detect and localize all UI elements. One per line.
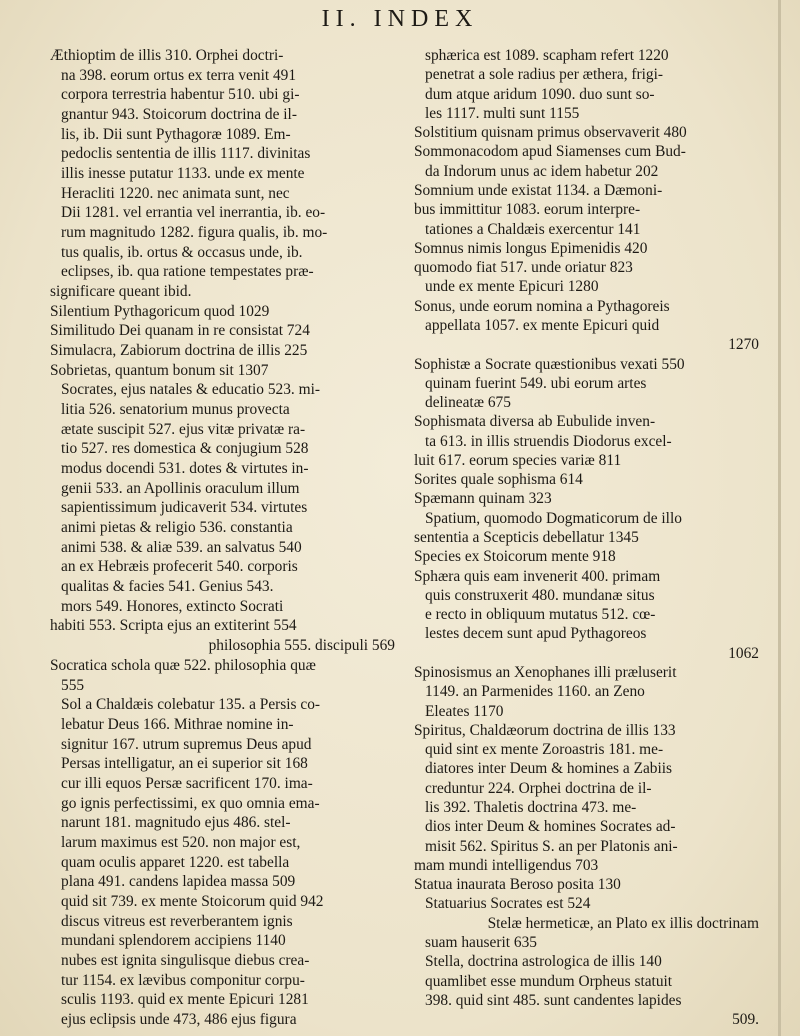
index-line: quam oculis apparet 1220. est tabella [61, 853, 290, 871]
index-line: sapientissimum judicaverit 534. virtutes [61, 499, 308, 517]
index-line: ejus eclipsis unde 473, 486 ejus figura [61, 1010, 297, 1028]
index-line: Æthioptim de illis 310. Orphei doctri- [50, 47, 284, 64]
index-line: discus vitreus est reverberantem ignis [61, 912, 293, 930]
index-line: plana 491. candens lapidea massa 509 [61, 873, 296, 891]
index-line: tur 1154. ex lævibus componitur corpu- [61, 971, 305, 989]
index-line: quamlibet esse mundum Orpheus statuit [425, 972, 673, 990]
index-line: Sobrietas, quantum bonum sit 1307 [50, 361, 269, 379]
index-line: e recto in obliquum mutatus 512. cœ- [425, 606, 656, 624]
index-line: Spiritus, Chaldæorum doctrina de illis 133 [414, 721, 676, 739]
index-line: Heracliti 1220. nec animata sunt, nec [61, 184, 290, 202]
index-line: Spinosismus an Xenophanes illi præluserit [414, 664, 677, 681]
index-line: significare queant ibid. [50, 283, 192, 301]
index-line: ta 613. in illis struendis Diodorus excel- [425, 432, 672, 450]
index-line: quid sit 739. ex mente Stoicorum quid 942 [61, 892, 324, 910]
index-line: mundani splendorem accipiens 1140 [61, 932, 286, 950]
index-line: Statuarius Socrates est 524 [425, 895, 591, 913]
page-edge-rule [778, 0, 781, 1036]
index-line: gnantur 943. Stoicorum doctrina de il- [61, 106, 297, 124]
index-line: Persas intelligatur, an ei superior sit 168 [61, 755, 308, 773]
index-line: appellata 1057. ex mente Epicuri quid [425, 316, 660, 334]
index-line: Sonus, unde eorum nomina a Pythagoreis [414, 297, 670, 315]
index-line: tationes a Chaldæis exercentur 141 [425, 220, 641, 238]
index-line: Sorites quale sophisma 614 [414, 471, 583, 489]
index-line: suam hauserit 635 [425, 933, 537, 951]
index-line: Similitudo Dei quanam in re consistat 724 [50, 322, 310, 340]
index-line: diatores inter Deum & homines a Zabiis [425, 760, 673, 778]
index-line: unde ex mente Epicuri 1280 [425, 278, 599, 296]
index-line: pedoclis sententia de illis 1117. divinitas [61, 145, 311, 163]
left-column [50, 46, 395, 1030]
index-line: Sommonacodom apud Siamenses cum Bud- [414, 143, 686, 161]
index-line: lebatur Deus 166. Mithrae nomine in- [61, 715, 294, 733]
index-line: quinam fuerint 549. ubi eorum artes [425, 374, 647, 392]
index-line: Silentium Pythagoricum quod 1029 [50, 302, 270, 320]
index-line: luit 617. eorum species variæ 811 [414, 451, 622, 469]
index-line: penetrat a sole radius per æthera, frigi- [425, 66, 664, 84]
header-numeral: II. [321, 6, 362, 32]
index-line: creduntur 224. Orphei doctrina de il- [425, 779, 652, 797]
right-column [414, 46, 759, 1029]
index-line: philosophia 555. discipuli 569 [208, 637, 395, 655]
index-line: Sol a Chaldæis colebatur 135. a Persis co- [61, 696, 321, 714]
index-line: Socrates, ejus natales & educatio 523. mi- [61, 381, 321, 399]
index-line: animi 538. & aliæ 539. an salvatus 540 [61, 538, 302, 556]
index-line: Somnium unde existat 1134. a Dæmoni- [414, 181, 663, 199]
index-line: lis, ib. Dii sunt Pythagoræ 1089. Em- [61, 125, 291, 143]
index-line: Sophismata diversa ab Eubulide inven- [414, 413, 656, 431]
index-line: Dii 1281. vel errantia vel inerrantia, ib. eo- [61, 204, 326, 222]
index-line: Simulacra, Zabiorum doctrina de illis 225 [50, 342, 308, 360]
index-line: larum maximus est 520. non major est, [61, 833, 301, 851]
index-line: eclipses, ib. qua ratione tempestates præ- [61, 263, 314, 281]
index-line: mors 549. Honores, extincto Socrati [61, 597, 284, 615]
index-line: genii 533. an Apollinis oraculum illum [61, 479, 300, 497]
index-line: modus docendi 531. dotes & virtutes in- [61, 460, 309, 478]
index-line: illis inesse putatur 1133. unde ex mente [61, 165, 305, 183]
index-line: mam mundi intelligendus 703 [414, 856, 599, 874]
index-line: qualitas & facies 541. Genius 543. [61, 578, 274, 596]
index-line: habiti 553. Scripta ejus an extiterint 554 [50, 617, 297, 635]
index-line: Solstitium quisnam primus observaverit 480 [414, 124, 687, 142]
header-title: INDEX [373, 6, 479, 32]
index-line: Stelæ hermeticæ, an Plato ex illis doctrinam [487, 914, 759, 932]
index-line: Socratica schola quæ 522. philosophia quæ [50, 656, 316, 674]
index-line: Statua inaurata Beroso posita 130 [414, 876, 621, 894]
index-line: 1270 [728, 336, 759, 354]
index-line: da Indorum unus ac idem habetur 202 [425, 162, 659, 180]
index-line: ætate suscipit 527. ejus vitæ privatæ ra- [61, 420, 306, 438]
index-line: tio 527. res domestica & conjugium 528 [61, 440, 309, 458]
index-line: les 1117. multi sunt 1155 [425, 104, 580, 122]
index-line: 555 [61, 676, 85, 694]
index-line: 1062 [728, 644, 759, 662]
index-line: Sophistæ a Socrate quæstionibus vexati 550 [414, 355, 685, 373]
index-line: bus immittitur 1083. eorum interpre- [414, 201, 641, 219]
index-line: dios inter Deum & homines Socrates ad- [425, 818, 676, 836]
index-line: Stella, doctrina astrologica de illis 140 [425, 953, 662, 971]
index-line: sphærica est 1089. scapham refert 1220 [425, 47, 669, 64]
index-line: litia 526. senatorium munus provecta [61, 401, 290, 419]
index-line: rum magnitudo 1282. figura qualis, ib. mo- [61, 224, 328, 242]
index-line: Eleates 1170 [425, 702, 504, 720]
index-line: animi pietas & religio 536. constantia [61, 519, 293, 537]
index-line: Spatium, quomodo Dogmaticorum de illo [425, 509, 682, 527]
index-line: go ignis perfectissimi, ex quo omnia ema- [61, 794, 320, 812]
index-line: an ex Hebræis profecerit 540. corporis [61, 558, 298, 576]
index-line: narunt 181. magnitudo ejus 486. stel- [61, 814, 291, 832]
index-line: lis 392. Thaletis doctrina 473. me- [425, 798, 637, 816]
index-line: Species ex Stoicorum mente 918 [414, 548, 616, 566]
index-line: 509. [732, 1011, 759, 1029]
index-line: 398. quid sint 485. sunt candentes lapides [425, 991, 682, 1009]
index-line: tus qualis, ib. ortus & occasus unde, ib. [61, 243, 303, 261]
index-line: Somnus nimis longus Epimenidis 420 [414, 239, 648, 257]
index-line: signitur 167. utrum supremus Deus apud [61, 735, 312, 753]
index-line: quomodo fiat 517. unde oriatur 823 [414, 259, 633, 277]
page-header [0, 6, 800, 33]
index-line: Spæmann quinam 323 [414, 490, 552, 508]
index-line: Sphæra quis eam invenerit 400. primam [414, 567, 661, 585]
index-line: sententia a Scepticis debellatur 1345 [414, 529, 639, 547]
index-line: lestes decem sunt apud Pythagoreos [425, 625, 647, 643]
index-line: dum atque aridum 1090. duo sunt so- [425, 85, 655, 103]
index-line: nubes est ignita singulisque diebus crea- [61, 951, 310, 969]
index-line: quid sint ex mente Zoroastris 181. me- [425, 741, 664, 759]
index-line: corpora terrestria habentur 510. ubi gi- [61, 86, 300, 104]
index-line: cur illi equos Persæ sacrificent 170. ima- [61, 774, 313, 792]
index-line: na 398. eorum ortus ex terra venit 491 [61, 66, 297, 84]
index-line: misit 562. Spiritus S. an per Platonis ani- [425, 837, 678, 855]
index-line: delineatæ 675 [425, 394, 511, 412]
index-line: 1149. an Parmenides 1160. an Zeno [425, 683, 645, 701]
index-line: quis construxerit 480. mundanæ situs [425, 586, 655, 604]
index-line: sculis 1193. quid ex mente Epicuri 1281 [61, 991, 309, 1009]
